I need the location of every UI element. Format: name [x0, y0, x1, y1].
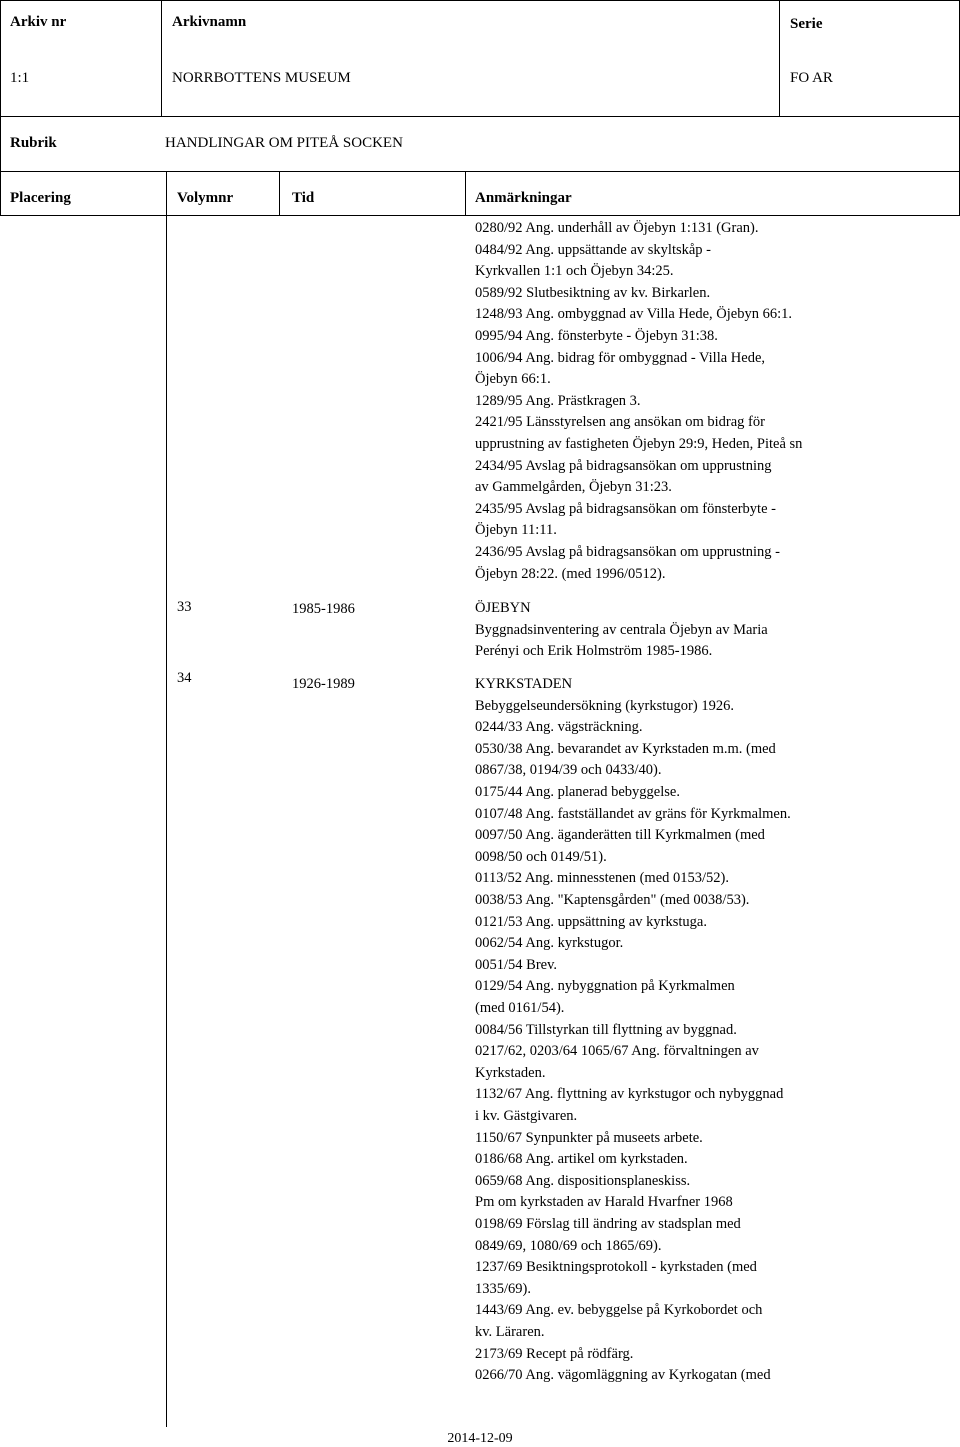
volymnr-34: 34	[177, 670, 192, 686]
entry-34-note-line: 1443/69 Ang. ev. bebyggelse på Kyrkobordet och	[475, 1302, 763, 1319]
entry-34-note-line: kv. Läraren.	[475, 1324, 545, 1340]
rubrik-value: HANDLINGAR OM PITEÅ SOCKEN	[165, 135, 403, 151]
continued-note-line: 2434/95 Avslag på bidragsansökan om upprustning	[475, 457, 772, 474]
continued-note-line: 0280/92 Ang. underhåll av Öjebyn 1:131 (Gran).	[475, 220, 759, 236]
entry-34-note-line: 1335/69).	[475, 1280, 531, 1297]
entry-34-note-line: 0121/53 Ang. uppsättning av kyrkstuga.	[475, 913, 707, 930]
entry-34-note-line: Kyrkstaden.	[475, 1064, 546, 1081]
tid-34: 1926-1989	[292, 676, 355, 692]
rubrik-label: Rubrik	[10, 135, 57, 151]
continued-note-line: av Gammelgården, Öjebyn 31:23.	[475, 479, 672, 496]
entry-34-note-line: 0266/70 Ang. vägomläggning av Kyrkogatan (med	[475, 1367, 771, 1384]
arkiv-nr-value: 1:1	[10, 70, 30, 86]
continued-note-line: 1289/95 Ang. Prästkragen 3.	[475, 392, 641, 409]
header-divider-2	[0, 171, 960, 172]
entry-33-note-line: Byggnadsinventering av centrala Öjebyn av Maria	[475, 621, 768, 638]
continued-note-line: 1006/94 Ang. bidrag för ombyggnad - Villa Hede,	[475, 349, 766, 366]
entry-34-note-line: 0107/48 Ang. fastställandet av gräns för Kyrkmalmen.	[475, 805, 791, 822]
serie-label: Serie	[790, 16, 823, 32]
entry-33-note-line: Perényi och Erik Holmström 1985-1986.	[475, 643, 713, 660]
entry-34-note-line: Bebyggelseundersökning (kyrkstugor) 1926.	[475, 697, 734, 714]
entry-34-note-line: 0659/68 Ang. dispositionsplaneskiss.	[475, 1172, 691, 1189]
entry-34-note-line: Pm om kyrkstaden av Harald Hvarfner 1968	[475, 1194, 733, 1211]
tid-33: 1985-1986	[292, 601, 355, 617]
entry-34-note-line: i kv. Gästgivaren.	[475, 1108, 578, 1124]
entry-34-note-line: (med 0161/54).	[475, 1000, 565, 1016]
col-divider-tid	[465, 171, 466, 215]
col-volymnr: Volymnr	[177, 190, 234, 206]
continued-note-line: upprustning av fastigheten Öjebyn 29:9, Heden, Piteå sn	[475, 436, 803, 452]
entry-34-note-line: 0129/54 Ang. nybyggnation på Kyrkmalmen	[475, 978, 735, 995]
continued-note-line: 2421/95 Länsstyrelsen ang ansökan om bidrag för	[475, 414, 765, 431]
col-divider-placering	[166, 171, 167, 1427]
entry-34-note-line: 0175/44 Ang. planerad bebyggelse.	[475, 784, 680, 800]
col-anmarkningar: Anmärkningar	[475, 190, 572, 206]
col-placering: Placering	[10, 190, 71, 206]
col-divider-arkivnamn	[161, 0, 162, 116]
entry-34-note-line: 0244/33 Ang. vägsträckning.	[475, 719, 643, 736]
continued-note-line: Öjebyn 11:11.	[475, 522, 557, 539]
continued-note-line: Öjebyn 66:1.	[475, 371, 551, 388]
entry-34-note-line: 1237/69 Besiktningsprotokoll - kyrkstaden (med	[475, 1259, 757, 1276]
entry-34-note-line: KYRKSTADEN	[475, 676, 573, 692]
entry-34-note-line: 0867/38, 0194/39 och 0433/40).	[475, 762, 662, 779]
entry-34-note-line: 0084/56 Tillstyrkan till flyttning av byggnad.	[475, 1021, 737, 1038]
col-divider-serie	[779, 0, 780, 116]
continued-note-line: 2436/95 Avslag på bidragsansökan om upprustning -	[475, 544, 781, 560]
entry-34-note-line: 0062/54 Ang. kyrkstugor.	[475, 935, 624, 952]
continued-note-line: 0589/92 Slutbesiktning av kv. Birkarlen.	[475, 284, 711, 301]
entry-34-note-line: 1132/67 Ang. flyttning av kyrkstugor och nybyggnad	[475, 1086, 784, 1103]
top-border	[0, 0, 960, 1]
entry-34-note-line: 0051/54 Brev.	[475, 956, 558, 973]
footer-date: 2014-12-09	[447, 1431, 513, 1446]
col-tid: Tid	[292, 190, 315, 206]
continued-note-line: 2435/95 Avslag på bidragsansökan om fönsterbyte -	[475, 500, 776, 517]
continued-note-line: 1248/93 Ang. ombyggnad av Villa Hede, Öjebyn 66:1.	[475, 306, 793, 323]
serie-value: FO AR	[790, 70, 833, 86]
entry-34-note-line: 0113/52 Ang. minnesstenen (med 0153/52).	[475, 870, 729, 887]
header-divider-1	[0, 116, 960, 117]
continued-note-line: 0995/94 Ang. fönsterbyte - Öjebyn 31:38.	[475, 328, 718, 344]
entry-34-note-line: 0530/38 Ang. bevarandet av Kyrkstaden m.m. (med	[475, 740, 776, 757]
entry-34-note-line: 0038/53 Ang. "Kaptensgården" (med 0038/53).	[475, 892, 750, 908]
header-divider-3	[0, 215, 960, 216]
entry-34-note-line: 0186/68 Ang. artikel om kyrkstaden.	[475, 1151, 688, 1168]
border-left-top	[0, 0, 1, 116]
continued-note-line: Kyrkvallen 1:1 och Öjebyn 34:25.	[475, 263, 674, 280]
arkivnamn-value: NORRBOTTENS MUSEUM	[172, 70, 351, 86]
col-divider-volymnr	[279, 171, 280, 215]
entry-34-note-line: 2173/69 Recept på rödfärg.	[475, 1345, 634, 1362]
continued-note-line: Öjebyn 28:22. (med 1996/0512).	[475, 565, 666, 582]
volymnr-33: 33	[177, 599, 192, 615]
border-left-mid	[0, 116, 1, 215]
entry-34-note-line: 0849/69, 1080/69 och 1865/69).	[475, 1237, 662, 1254]
entry-34-note-line: 0097/50 Ang. äganderätten till Kyrkmalmen (med	[475, 827, 765, 844]
entry-34-note-line: 0198/69 Förslag till ändring av stadsplan med	[475, 1216, 741, 1232]
entry-34-note-line: 1150/67 Synpunkter på museets arbete.	[475, 1129, 703, 1146]
arkivnamn-label: Arkivnamn	[172, 14, 247, 30]
entry-34-note-line: 0217/62, 0203/64 1065/67 Ang. förvaltningen av	[475, 1043, 759, 1060]
arkiv-nr-label: Arkiv nr	[10, 14, 67, 30]
continued-note-line: 0484/92 Ang. uppsättande av skyltskåp -	[475, 241, 712, 258]
entry-34-note-line: 0098/50 och 0149/51).	[475, 848, 607, 865]
entry-33-note-line: ÖJEBYN	[475, 600, 531, 616]
